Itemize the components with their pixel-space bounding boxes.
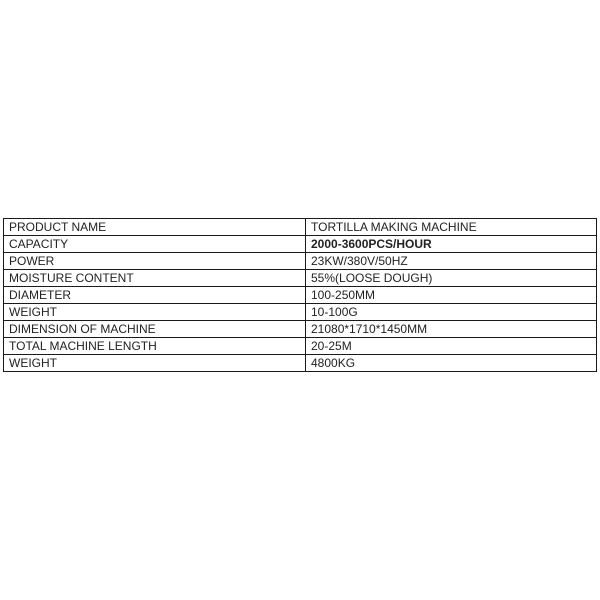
spec-value-product-name: TORTILLA MAKING MACHINE <box>306 219 597 236</box>
table-row <box>4 253 597 270</box>
spec-value-diameter: 100-250MM <box>306 287 597 304</box>
table-row <box>4 338 597 355</box>
spec-value-machine-weight: 4800KG <box>306 355 597 372</box>
spec-label-weight: WEIGHT <box>4 304 306 321</box>
spec-value-total-machine-length: 20-25M <box>306 338 597 355</box>
table-row <box>4 219 597 236</box>
table-row <box>4 321 597 338</box>
spec-value-dimension-of-machine: 21080*1710*1450MM <box>306 321 597 338</box>
spec-table-body <box>4 219 597 372</box>
table-row <box>4 236 597 253</box>
spec-value-power: 23KW/380V/50HZ <box>306 253 597 270</box>
spec-label-capacity: CAPACITY <box>4 236 306 253</box>
spec-value-weight: 10-100G <box>306 304 597 321</box>
spec-label-machine-weight: WEIGHT <box>4 355 306 372</box>
spec-label-power: POWER <box>4 253 306 270</box>
spec-value-capacity: 2000-3600PCS/HOUR <box>306 236 597 253</box>
spec-label-dimension-of-machine: DIMENSION OF MACHINE <box>4 321 306 338</box>
spec-label-diameter: DIAMETER <box>4 287 306 304</box>
table-row <box>4 287 597 304</box>
table-row <box>4 355 597 372</box>
spec-value-moisture-content: 55%(LOOSE DOUGH) <box>306 270 597 287</box>
spec-label-total-machine-length: TOTAL MACHINE LENGTH <box>4 338 306 355</box>
table-row <box>4 304 597 321</box>
spec-table <box>3 218 597 372</box>
spec-label-moisture-content: MOISTURE CONTENT <box>4 270 306 287</box>
table-row <box>4 270 597 287</box>
spec-label-product-name: PRODUCT NAME <box>4 219 306 236</box>
